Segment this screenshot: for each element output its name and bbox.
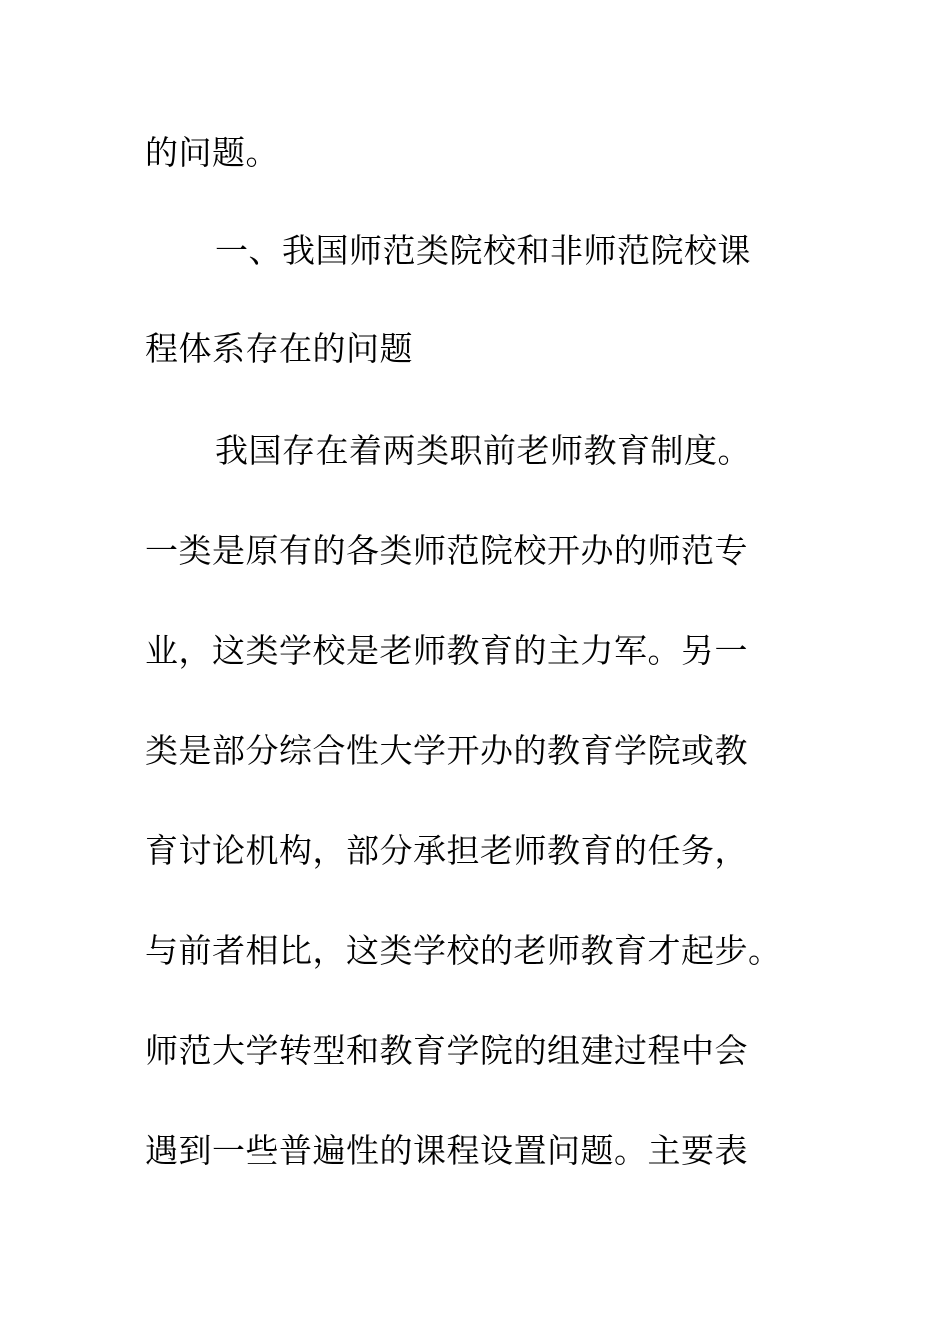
paragraph-line-2: 一类是原有的各类师范院校开办的师范专 [145, 531, 748, 570]
paragraph-line-1: 我国存在着两类职前老师教育制度。 [215, 431, 751, 470]
text-line-continuation: 的问题。 [145, 133, 279, 172]
section-heading-line-1: 一、我国师范类院校和非师范院校课 [215, 231, 751, 270]
paragraph-line-6: 与前者相比，这类学校的老师教育才起步。 [145, 931, 782, 970]
paragraph-line-5: 育讨论机构，部分承担老师教育的任务， [145, 831, 748, 870]
paragraph-line-4: 类是部分综合性大学开办的教育学院或教 [145, 731, 748, 770]
paragraph-line-3: 业，这类学校是老师教育的主力军。另一 [145, 631, 748, 670]
section-heading-line-2: 程体系存在的问题 [145, 329, 413, 368]
paragraph-line-8: 遇到一些普遍性的课程设置问题。主要表 [145, 1131, 748, 1170]
paragraph-line-7: 师范大学转型和教育学院的组建过程中会 [145, 1031, 748, 1070]
